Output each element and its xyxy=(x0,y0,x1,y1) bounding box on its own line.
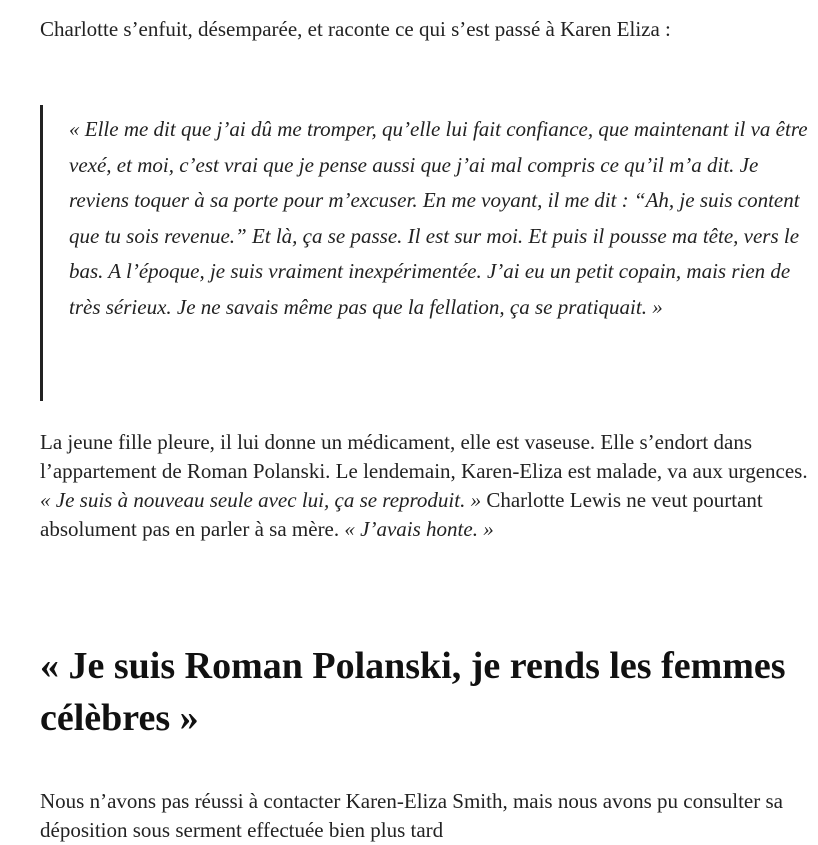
after-quote-paragraph xyxy=(40,428,808,544)
intro-paragraph: Charlotte s’enfuit, désemparée, et raconte ce qui s’est passé à Karen Eliza : xyxy=(40,17,671,41)
blockquote xyxy=(40,105,808,401)
last-paragraph: Nous n’avons pas réussi à contacter Karen-Eliza Smith, mais nous avons pu consulter sa déposition sous serment effectuée bien plus tard xyxy=(40,789,783,842)
after-quote-text-1: La jeune fille pleure, il lui donne un médicament, elle est vaseuse. Elle s’endort dans l’appartement de Roman Polanski. Le lendemain, Karen-Eliza est malade, va aux urgences. xyxy=(40,430,808,483)
after-quote-citation-1: « Je suis à nouveau seule avec lui, ça se reproduit. » xyxy=(40,488,482,512)
section-heading: « Je suis Roman Polanski, je rends les femmes célèbres » xyxy=(40,645,786,739)
after-quote-citation-2: « J’avais honte. » xyxy=(344,517,494,541)
after-quote-text-2: Charlotte Lewis ne veut pourtant absolument pas en parler à sa mère. xyxy=(40,488,763,541)
quote-text: « Elle me dit que j’ai dû me tromper, qu’elle lui fait confiance, que maintenant il va être vexé, et moi, c’est vrai que je pense aussi que j’ai mal compris ce qu’il m’a dit. Je reviens toquer à sa porte pour m’excuser. En me voyant, il me dit : “Ah, je suis content que tu sois revenue.” Et là, ça se passe. Il est sur moi. Et puis il pousse ma tête, vers le bas. A l’époque, je suis vraiment inexpérimentée. J’ai eu un petit copain, mais rien de très sérieux. Je ne savais même pas que la fellation, ça se pratiquait. » xyxy=(69,117,808,319)
